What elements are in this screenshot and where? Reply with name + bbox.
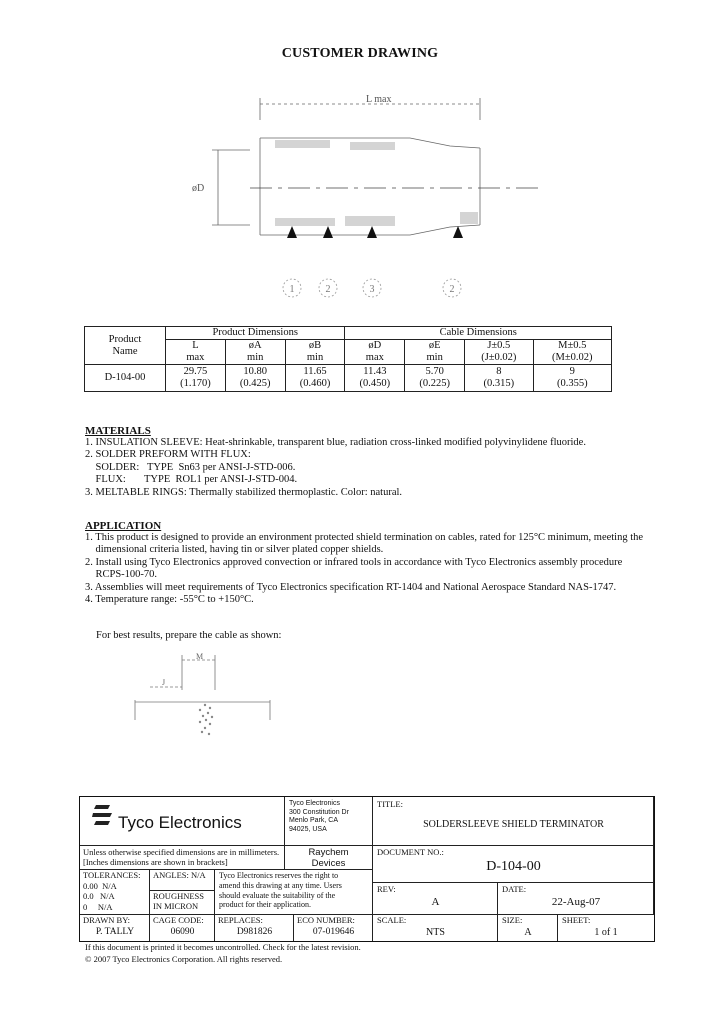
angles: ANGLES: N/A [150, 870, 215, 891]
cell-mm: 5.70 [425, 366, 444, 377]
tolerance-line: 0.0 N/A [83, 891, 115, 901]
cell-in: (1.170) [180, 378, 211, 389]
address-line: 300 Constitution Dr [289, 808, 349, 816]
col-header: L [166, 340, 226, 353]
dim-d-label: øD [192, 183, 205, 194]
size-cell [498, 915, 558, 941]
cell-in: (0.425) [239, 378, 271, 389]
replaces: D981826 [236, 927, 273, 937]
cable-prep-drawing [130, 650, 280, 750]
footer-line: If this document is printed it becomes uncontrolled. Check for the latest revision. [85, 942, 361, 952]
col-header: øE [405, 340, 465, 353]
tolerances-cell [80, 870, 150, 915]
footer [85, 941, 361, 965]
product-drawing [180, 90, 560, 310]
callout-2: 2 [325, 284, 331, 295]
division-line: Devices [311, 858, 346, 869]
col-header: M±0.5 [533, 340, 611, 353]
cell-in: (0.315) [483, 378, 515, 389]
eco-cell [294, 915, 373, 941]
application-line: 1. This product is designed to provide an environment protected shield termination on cables, rated for 125°C minimum, meeting the [85, 532, 644, 543]
roughness-line: IN MICRON [153, 901, 199, 911]
document-no: D-104-00 [486, 859, 541, 874]
sheet: 1 of 1 [594, 927, 618, 938]
tolerance-line: 0.00 N/A [83, 880, 117, 891]
application-section [85, 520, 643, 606]
title-value: SOLDERSLEEVE SHIELD TERMINATOR [423, 819, 604, 830]
application-line: 2. Install using Tyco Electronics approved convection or infrared tools in accordance with Tyco Electronics assembly procedure [85, 556, 623, 568]
materials-line: 1. INSULATION SLEEVE: Heat-shrinkable, transparent blue, radiation cross-linked modified polyvinylidene fluoride. [85, 437, 586, 448]
dimensions-table [84, 326, 612, 392]
rev-value: A [431, 896, 440, 908]
group-product-header: Product Dimensions [166, 327, 345, 340]
col-header: øB [285, 340, 345, 353]
callout-4: 2 [449, 284, 455, 295]
cage-code: 06090 [170, 927, 195, 937]
logo-cell [80, 797, 285, 846]
rev-cell [373, 883, 498, 915]
product-header-1: Product [108, 333, 142, 345]
cell-in: (0.460) [299, 378, 331, 389]
tolerances-label: TOLERANCES: [83, 870, 141, 880]
cell-mm: 29.75 [183, 366, 208, 377]
replaces-cell [215, 915, 294, 941]
drawn-by: P. TALLY [95, 927, 135, 937]
application-line: 4. Temperature range: -55°C to +150°C. [85, 594, 254, 606]
cell-in: (0.450) [359, 378, 391, 389]
col-subheader: (J±0.02) [465, 352, 534, 365]
prep-note: For best results, prepare the cable as shown: [96, 630, 282, 641]
col-header: øD [345, 340, 405, 353]
rights-line: product for their application. [219, 900, 311, 910]
col-subheader: min [225, 352, 285, 365]
callout-3: 3 [369, 284, 375, 295]
materials-heading: MATERIALS [85, 425, 151, 437]
company-name: Tyco Electronics [118, 813, 242, 832]
eco-number: 07-019646 [312, 927, 355, 937]
materials-line: FLUX: TYPE ROL1 per ANSI-J-STD-004. [85, 474, 298, 486]
address-line: 94025, USA [289, 825, 327, 833]
callout-1: 1 [289, 284, 295, 295]
units-note-line: Unless otherwise specified dimensions are in millimeters. [83, 847, 280, 857]
roughness-cell [150, 891, 215, 915]
tolerance-line: 0 N/A [83, 901, 113, 912]
dim-l-label: L max [366, 94, 392, 105]
materials-line: 2. SOLDER PREFORM WITH FLUX: [85, 449, 251, 461]
drawn-by-cell [80, 915, 150, 941]
scale-cell [373, 915, 498, 941]
rev-label: REV: [377, 884, 396, 894]
date-label: DATE: [502, 884, 527, 894]
footer-line: © 2007 Tyco Electronics Corporation. All rights reserved. [85, 954, 283, 964]
document-no-label: DOCUMENT NO.: [377, 847, 444, 857]
roughness-line: ROUGHNESS [153, 891, 205, 901]
product-header-2: Name [112, 345, 138, 357]
cell-mm: 10.80 [243, 366, 268, 377]
col-subheader: max [345, 352, 405, 365]
title-block [79, 796, 655, 942]
application-line: 3. Assemblies will meet requirements of Tyco Electronics specification RT-1404 and National Aerospace Standard NAS-1747. [85, 581, 617, 593]
division [285, 846, 373, 870]
cage-label: CAGE CODE: [153, 915, 204, 925]
materials-line: 3. MELTABLE RINGS: Thermally stabilized thermoplastic. Color: natural. [85, 486, 403, 498]
rights-line: amend this drawing at any time. Users [219, 880, 342, 890]
scale-label: SCALE: [377, 915, 407, 925]
col-subheader: (M±0.02) [533, 352, 611, 365]
replaces-label: REPLACES: [218, 915, 263, 925]
application-heading: APPLICATION [85, 520, 162, 532]
size-label: SIZE: [502, 915, 523, 925]
col-header: øA [225, 340, 285, 353]
rights-line: Tyco Electronics reserves the right to [219, 871, 339, 880]
sheet-cell [558, 915, 654, 941]
col-subheader: max [166, 352, 226, 365]
date-value: 22-Aug-07 [551, 896, 601, 908]
materials-section [85, 425, 586, 499]
address-line: Tyco Electronics [289, 800, 340, 807]
table-row [85, 365, 612, 392]
date-cell [498, 883, 654, 915]
rights-line: should evaluate the suitability of the [219, 890, 336, 900]
col-subheader: min [405, 352, 465, 365]
cell-mm: 8 [496, 366, 502, 377]
prep-label-j: J [162, 678, 166, 687]
cell-in: (0.355) [556, 378, 588, 389]
document-no-cell [373, 846, 654, 883]
row-name: D-104-00 [85, 365, 166, 392]
cell-mm: 9 [569, 366, 575, 377]
scale: NTS [426, 927, 445, 938]
cell-mm: 11.43 [363, 366, 387, 377]
materials-line: SOLDER: TYPE Sn63 per ANSI-J-STD-006. [85, 461, 296, 473]
rights-note [215, 870, 373, 915]
drawn-by-label: DRAWN BY: [83, 915, 130, 925]
page-title: CUSTOMER DRAWING [281, 46, 439, 61]
prep-label-m: M [196, 652, 204, 661]
cell-in: (0.225) [419, 378, 450, 389]
company-address [285, 797, 373, 846]
title-cell [373, 797, 654, 846]
eco-label: ECO NUMBER: [297, 915, 355, 925]
size: A [524, 927, 532, 938]
sheet-label: SHEET: [562, 915, 591, 925]
division-line: Raychem [308, 847, 349, 858]
application-line: dimensional criteria listed, having tin or silver plated copper shields. [85, 544, 384, 556]
tyco-logo-icon [92, 804, 114, 828]
application-line: RCPS-100-70. [85, 569, 158, 581]
title-label: TITLE: [377, 799, 403, 809]
cage-cell [150, 915, 215, 941]
address-line: Menlo Park, CA [289, 817, 339, 824]
units-note-line: [Inches dimensions are shown in brackets] [83, 857, 228, 867]
cell-mm: 11.65 [303, 366, 327, 377]
col-header: J±0.5 [465, 340, 534, 353]
col-subheader: min [285, 352, 345, 365]
units-note [80, 846, 285, 870]
group-cable-header: Cable Dimensions [345, 327, 612, 340]
